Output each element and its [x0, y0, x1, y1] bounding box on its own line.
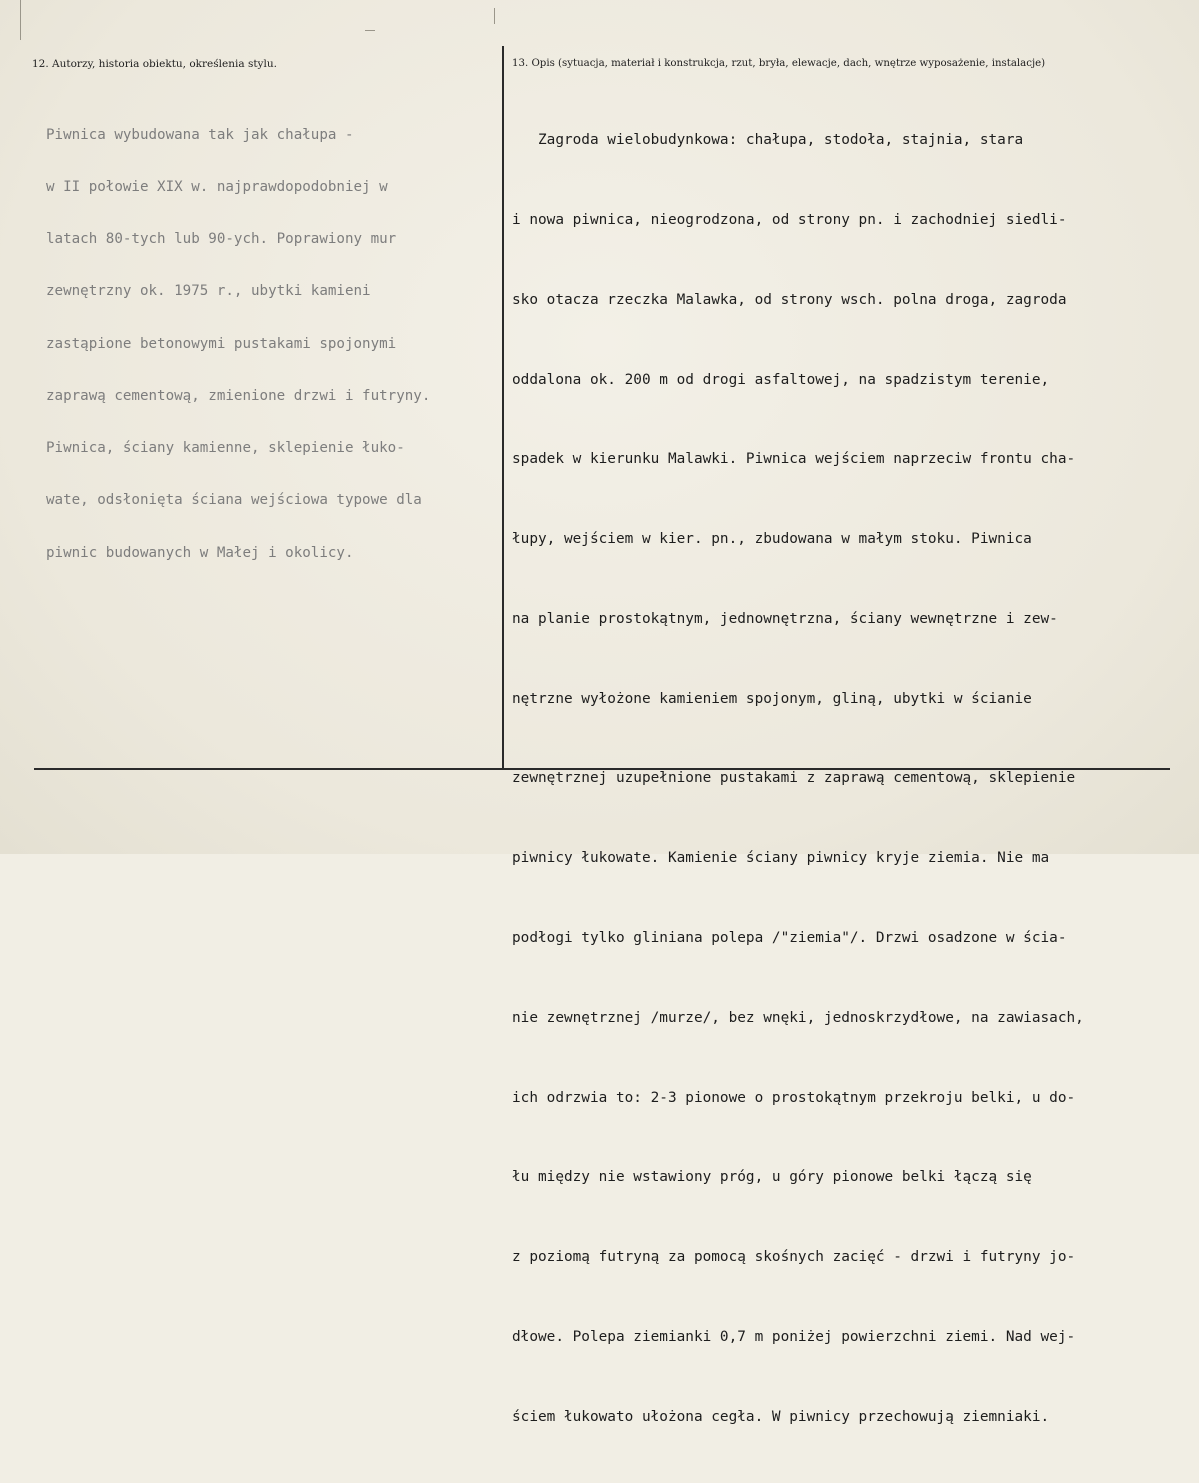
text-line: ściem łukowato ułożona cegła. W piwnicy przechowują ziemniaki.	[512, 1408, 1050, 1425]
text-line: zastąpione betonowymi pustakami spojonymi	[46, 335, 397, 352]
text-line: i nowa piwnica, nieogrodzona, od strony pn. i zachodniej siedli-	[512, 211, 1067, 228]
section-12-text	[46, 92, 498, 597]
text-line: zaprawą cementową, zmienione drzwi i futryny.	[46, 387, 431, 404]
text-line: zewnętrzny ok. 1975 r., ubytki kamieni	[46, 283, 371, 300]
text-line: nętrzne wyłożone kamieniem spojonym, gliną, ubytki w ścianie	[512, 690, 1032, 707]
text-line: Zagroda wielobudynkowa: chałupa, stodoła, stajnia, stara	[512, 132, 1024, 149]
text-line: łupy, wejściem w kier. pn., zbudowana w małym stoku. Piwnica	[512, 531, 1032, 548]
text-line: Piwnica wybudowana tak jak chałupa -	[46, 126, 354, 143]
text-line: Piwnica, ściany kamienne, sklepienie łuko-	[46, 440, 405, 457]
text-line: oddalona ok. 200 m od drogi asfaltowej, na spadzistym terenie,	[512, 371, 1050, 388]
top-edge-mark	[494, 8, 495, 24]
text-line: piwnicy łukowate. Kamienie ściany piwnicy kryje ziemia. Nie ma	[512, 850, 1050, 867]
column-divider	[502, 46, 504, 770]
top-edge-mark	[365, 30, 375, 31]
text-line: podłogi tylko gliniana polepa /"ziemia"/. Drzwi osadzone w ścia-	[512, 930, 1067, 946]
text-line: piwnic budowanych w Małej i okolicy.	[46, 544, 354, 561]
text-line: w II połowie XIX w. najprawdopodobniej w	[46, 179, 388, 196]
section-12-heading: 12. Autorzy, historia obiektu, określenia stylu.	[32, 58, 277, 70]
text-line: ich odrzwia to: 2-3 pionowe o prostokątnym przekroju belki, u do-	[512, 1089, 1076, 1106]
section-13-heading: 13. Opis (sytuacja, materiał i konstrukcja, rzut, bryła, elewacje, dach, wnętrze wyposażenie, instalacje)	[512, 58, 1046, 69]
text-line: zewnętrznej uzupełnione pustakami z zaprawą cementową, sklepienie	[512, 770, 1076, 787]
text-line: latach 80-tych lub 90-ych. Poprawiony mur	[46, 231, 397, 248]
text-line: łu między nie wstawiony próg, u góry pionowe belki łączą się	[512, 1169, 1032, 1186]
text-line: na planie prostokątnym, jednownętrzna, ściany wewnętrzne i zew-	[512, 610, 1058, 627]
text-line: dłowe. Polepa ziemianki 0,7 m poniżej powierzchni ziemi. Nad wej-	[512, 1328, 1076, 1345]
text-line: spadek w kierunku Malawki. Piwnica wejściem naprzeciw frontu cha-	[512, 451, 1076, 468]
text-line: z poziomą futryną za pomocą skośnych zacięć - drzwi i futryny jo-	[512, 1249, 1076, 1266]
text-line: nie zewnętrznej /murze/, bez wnęki, jednoskrzydłowe, na zawiasach,	[512, 1009, 1084, 1026]
top-edge-mark	[20, 0, 21, 40]
text-line: wate, odsłonięta ściana wejściowa typowe dla	[46, 492, 422, 509]
section-13-text	[512, 74, 1192, 1483]
text-line: sko otacza rzeczka Malawka, od strony wsch. polna droga, zagroda	[512, 291, 1067, 308]
